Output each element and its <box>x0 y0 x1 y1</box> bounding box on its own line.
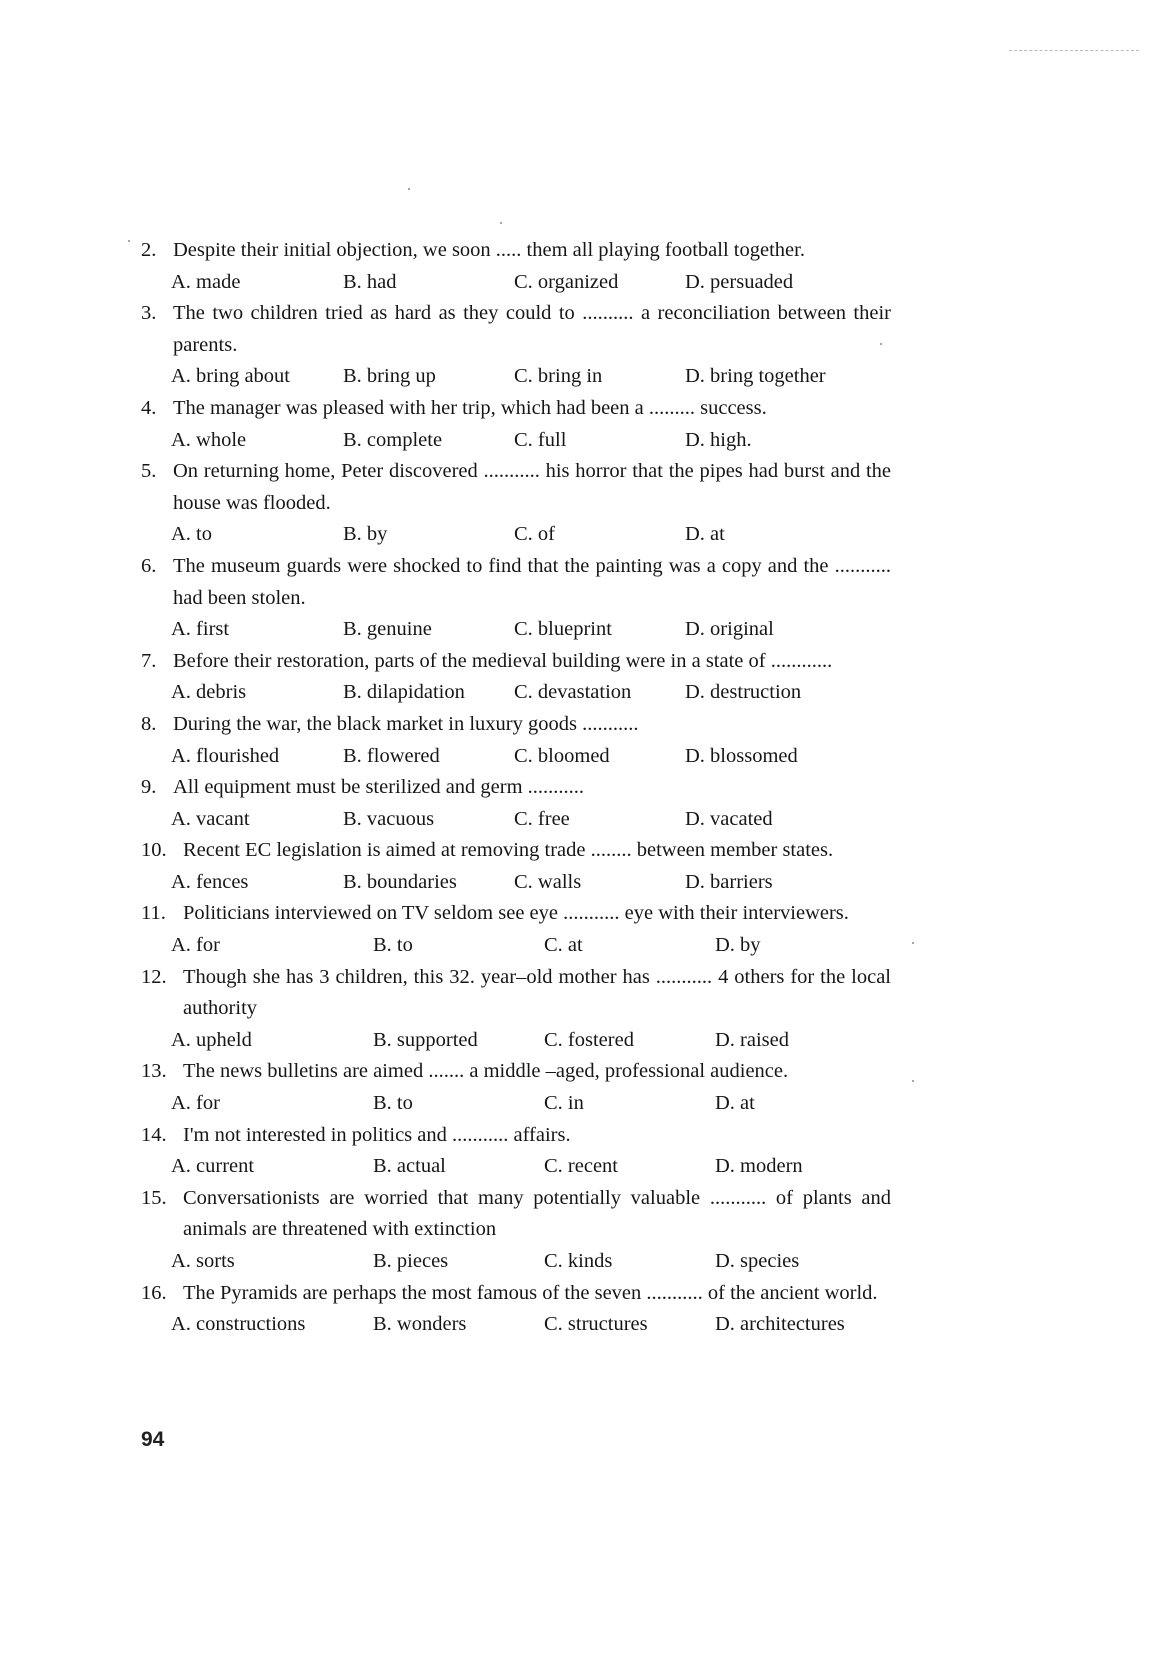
question-number: 2. <box>141 239 157 261</box>
option-c: C. full <box>514 428 567 451</box>
option-c: C. devastation <box>514 681 632 704</box>
question-number: 9. <box>141 776 157 799</box>
option-b: B. flowered <box>343 744 440 767</box>
question-item <box>141 393 891 456</box>
question-item <box>141 835 891 898</box>
question-text: The museum guards were shocked to find that the painting was a copy and the ........... had been stolen. <box>173 554 891 609</box>
question-item <box>141 1278 891 1341</box>
question-item <box>141 1120 891 1183</box>
question-item <box>141 898 891 961</box>
question-text: All equipment must be sterilized and germ ........... <box>173 776 585 799</box>
scan-speck <box>128 240 130 242</box>
option-a: A. fences <box>171 870 249 893</box>
scan-artifact-line <box>1009 50 1139 51</box>
question-number: 16. <box>141 1281 167 1304</box>
option-b: B. genuine <box>343 618 432 641</box>
option-d: D. high. <box>685 428 752 451</box>
option-a: A. current <box>171 1155 255 1178</box>
option-c: C. at <box>544 934 583 957</box>
question-text: The news bulletins are aimed ....... a middle –aged, professional audience. <box>183 1060 789 1083</box>
option-b: B. vacuous <box>343 807 435 830</box>
option-b: B. actual <box>373 1155 446 1178</box>
option-a: A. to <box>171 523 212 546</box>
option-d: D. at <box>715 1092 755 1115</box>
question-item <box>141 298 891 393</box>
option-d: D. blossomed <box>685 744 798 767</box>
scan-speck <box>912 942 914 944</box>
question-text: I'm not interested in politics and ........... affairs. <box>183 1123 571 1146</box>
option-a: A. vacant <box>171 807 250 830</box>
question-number: 7. <box>141 649 157 672</box>
question-number: 3. <box>141 302 157 325</box>
option-c: C. blueprint <box>514 618 612 641</box>
question-number: 11. <box>141 902 166 925</box>
option-c: C. fostered <box>544 1028 634 1051</box>
option-b: B. supported <box>373 1028 478 1051</box>
option-c: C. bloomed <box>514 744 610 767</box>
option-d: D. modern <box>715 1155 803 1178</box>
question-item <box>141 1056 891 1119</box>
question-text: Politicians interviewed on TV seldom see eye ........... eye with their interviewers. <box>183 902 849 925</box>
question-text: Before their restoration, parts of the medieval building were in a state of ............ <box>173 649 833 672</box>
question-item <box>141 772 891 835</box>
option-a: A. bring about <box>171 365 290 388</box>
question-text: Though she has 3 children, this 32. year–old mother has ........... 4 others for the local authority <box>183 965 891 1020</box>
question-item <box>141 551 891 646</box>
question-item <box>141 235 891 298</box>
question-text: Recent EC legislation is aimed at removing trade ........ between member states. <box>183 839 834 862</box>
option-b: B. bring up <box>343 365 436 388</box>
option-c: C. in <box>544 1092 584 1115</box>
option-b: B. boundaries <box>343 870 457 893</box>
option-b: B. complete <box>343 428 443 451</box>
question-number: 14. <box>141 1123 167 1146</box>
option-b: B. by <box>343 523 388 546</box>
question-item <box>141 646 891 709</box>
option-d: D. raised <box>715 1028 790 1051</box>
question-text: The Pyramids are perhaps the most famous of the seven ........... of the ancient world. <box>183 1281 878 1304</box>
option-d: D. original <box>685 618 774 641</box>
option-a: A. flourished <box>171 744 280 767</box>
option-c: C. free <box>514 807 570 830</box>
option-a: A. made <box>171 270 241 293</box>
question-text: During the war, the black market in luxury goods ........... <box>173 712 639 735</box>
option-b: B. pieces <box>373 1250 449 1272</box>
page-number: 94 <box>141 1428 165 1451</box>
option-a: A. constructions <box>171 1313 306 1336</box>
question-item <box>141 962 891 1057</box>
option-a: A. for <box>171 1092 220 1115</box>
option-d: D. bring together <box>685 365 826 388</box>
option-a: A. for <box>171 934 220 957</box>
option-d: D. by <box>715 934 761 957</box>
question-number: 10. <box>141 839 167 862</box>
question-item <box>141 709 891 772</box>
option-a: A. upheld <box>171 1028 252 1051</box>
option-a: A. first <box>171 618 230 641</box>
option-c: C. walls <box>514 870 582 893</box>
option-b: B. to <box>373 1092 413 1115</box>
option-b: B. to <box>373 934 413 957</box>
option-c: C. organized <box>514 270 619 293</box>
question-number: 8. <box>141 712 157 735</box>
question-item <box>141 456 891 551</box>
question-number: 13. <box>141 1060 167 1083</box>
question-number: 15. <box>141 1186 167 1209</box>
scan-speck <box>408 188 410 190</box>
question-number: 6. <box>141 554 157 577</box>
option-c: C. recent <box>544 1155 618 1178</box>
option-c: C. bring in <box>514 365 603 388</box>
question-number: 12. <box>141 965 167 988</box>
question-number: 4. <box>141 396 157 419</box>
question-number: 5. <box>141 460 157 483</box>
option-c: C. of <box>514 523 555 546</box>
option-d: D. barriers <box>685 870 773 893</box>
question-text: Conversationists are worried that many potentially valuable ........... of plants and animals are threatened with extinction <box>183 1186 891 1241</box>
option-a: A. sorts <box>171 1250 235 1272</box>
option-d: D. vacated <box>685 807 773 830</box>
option-a: A. whole <box>171 428 247 451</box>
question-text: The manager was pleased with her trip, which had been a ......... success. <box>173 396 767 419</box>
question-text: On returning home, Peter discovered ........... his horror that the pipes had burst and the house was flooded. <box>173 460 891 514</box>
option-b: B. had <box>343 270 397 293</box>
option-d: D. species <box>715 1250 800 1272</box>
option-a: A. debris <box>171 681 247 704</box>
question-item <box>141 1183 891 1278</box>
option-d: D. architectures <box>715 1313 845 1336</box>
option-d: D. persuaded <box>685 270 794 293</box>
option-d: D. at <box>685 523 725 546</box>
scan-speck <box>500 222 502 224</box>
scan-speck <box>912 1080 914 1082</box>
option-b: B. wonders <box>373 1313 467 1336</box>
question-text: Despite their initial objection, we soon ..... them all playing football together. <box>173 239 805 261</box>
option-b: B. dilapidation <box>343 681 465 704</box>
option-c: C. structures <box>544 1313 648 1336</box>
option-d: D. destruction <box>685 681 802 704</box>
question-text: The two children tried as hard as they could to .......... a reconciliation between their parents. <box>173 302 891 356</box>
question-list <box>141 235 891 1341</box>
option-c: C. kinds <box>544 1250 613 1272</box>
